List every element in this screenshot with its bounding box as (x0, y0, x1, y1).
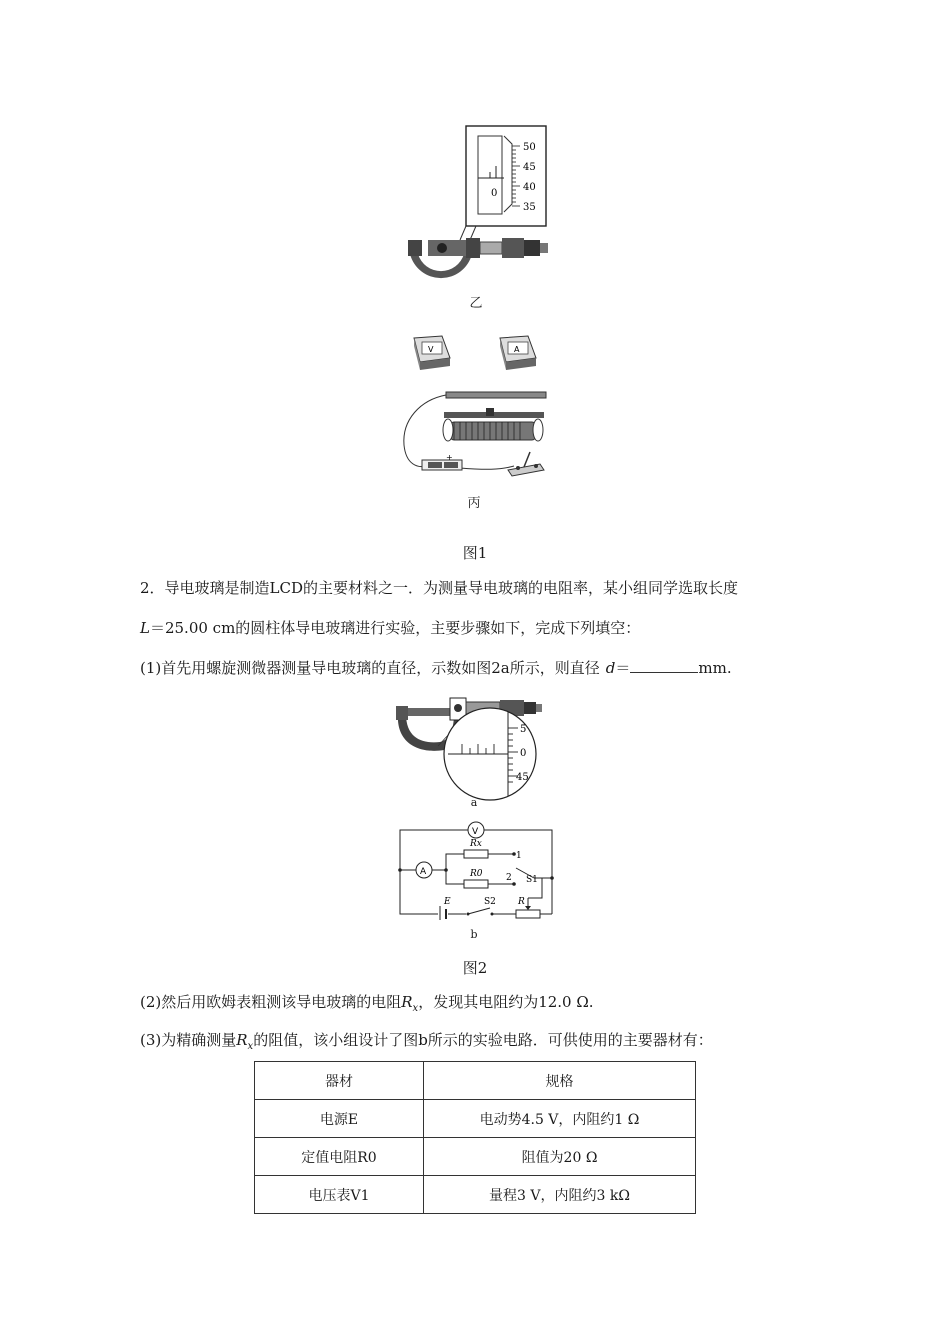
scale2-label-5: 5 (520, 724, 527, 735)
circuit-e-label: E (444, 897, 451, 907)
table-cell: 电源E (255, 1100, 424, 1138)
voltmeter-label: V (428, 345, 434, 354)
ammeter-icon (500, 336, 536, 370)
table-cell: 电压表V1 (255, 1176, 424, 1214)
scale-label-45: 45 (523, 162, 536, 173)
scale2-label-0: 0 (520, 748, 527, 759)
figure-2-caption: 图2 (462, 959, 488, 977)
scale-label-35: 35 (523, 202, 536, 213)
table-cell: 定值电阻R0 (255, 1138, 424, 1176)
circuit-ammeter-label: A (420, 867, 427, 877)
voltmeter-icon (414, 336, 450, 370)
scale2-label-45: 45 (516, 772, 529, 783)
part-3-text: (3)为精确测量 (140, 1031, 237, 1049)
circuit-r-label: R (518, 897, 525, 907)
part-2-result: ，发现其电阻约为12.0 Ω. (418, 993, 594, 1011)
micrometer-figure-yi (400, 122, 550, 292)
scale-label-40: 40 (523, 182, 536, 193)
part-2-text: (2)然后用欧姆表粗测该导电玻璃的电阻 (140, 993, 402, 1011)
circuit-node-1: 1 (516, 851, 522, 861)
circuit-r0-label: R0 (470, 869, 483, 879)
circuit-s1-label: S1 (526, 875, 538, 885)
micrometer-figure-a (392, 692, 552, 802)
question-2-line2 (140, 618, 640, 638)
equals-sign: ＝ (615, 659, 631, 677)
caption-a: a (470, 796, 478, 809)
rx-subscript: x (412, 1003, 419, 1014)
rx-subscript-2: x (247, 1041, 254, 1052)
diameter-symbol: d (605, 659, 616, 677)
figure-1-caption: 图1 (462, 544, 488, 562)
table-row (255, 1138, 696, 1176)
table-row (255, 1100, 696, 1138)
table-row (255, 1176, 696, 1214)
part-2 (140, 992, 594, 1019)
part-3-rest: 的阻值，该小组设计了图b所示的实验电路．可供使用的主要器材有： (253, 1031, 713, 1049)
caption-yi: 乙 (469, 296, 483, 311)
rx-symbol-2: R (236, 1031, 248, 1049)
table-header-cell: 规格 (424, 1062, 696, 1100)
circuit-s2-label: S2 (484, 897, 496, 907)
circuit-node-2: 2 (506, 873, 512, 883)
circuit-rx-label: Rx (470, 839, 482, 849)
circuit-voltmeter-label: V (472, 827, 479, 837)
table-cell: 电动势4.5 V，内阻约1 Ω (424, 1100, 696, 1138)
svg-text:+: + (446, 453, 453, 462)
scale-label-50: 50 (523, 142, 536, 153)
rx-symbol: R (401, 993, 413, 1011)
caption-b: b (470, 928, 478, 941)
question-2-line2-text: ＝25.00 cm的圆柱体导电玻璃进行实验，主要步骤如下，完成下列填空： (149, 619, 641, 637)
apparatus-figure-bing (390, 330, 570, 490)
table-header-cell: 器材 (255, 1062, 424, 1100)
caption-bing: 丙 (467, 496, 481, 511)
question-2-line1: 2．导电玻璃是制造LCD的主要材料之一．为测量导电玻璃的电阻率，某小组同学选取长度 (140, 579, 739, 597)
table-header-row (255, 1062, 696, 1100)
ammeter-label: A (514, 345, 520, 354)
part-3 (140, 1030, 713, 1057)
length-symbol: L (140, 619, 150, 637)
scale-label-0: 0 (491, 188, 498, 199)
answer-blank[interactable] (630, 658, 698, 673)
equipment-table (254, 1061, 696, 1214)
part-1-text: (1)首先用螺旋测微器测量导电玻璃的直径，示数如图2a所示，则直径 (140, 659, 600, 677)
part-1 (140, 658, 732, 678)
table-cell: 量程3 V，内阻约3 kΩ (424, 1176, 696, 1214)
table-cell: 阻值为20 Ω (424, 1138, 696, 1176)
circuit-diagram-b (392, 820, 562, 920)
unit-mm: mm. (698, 659, 732, 677)
